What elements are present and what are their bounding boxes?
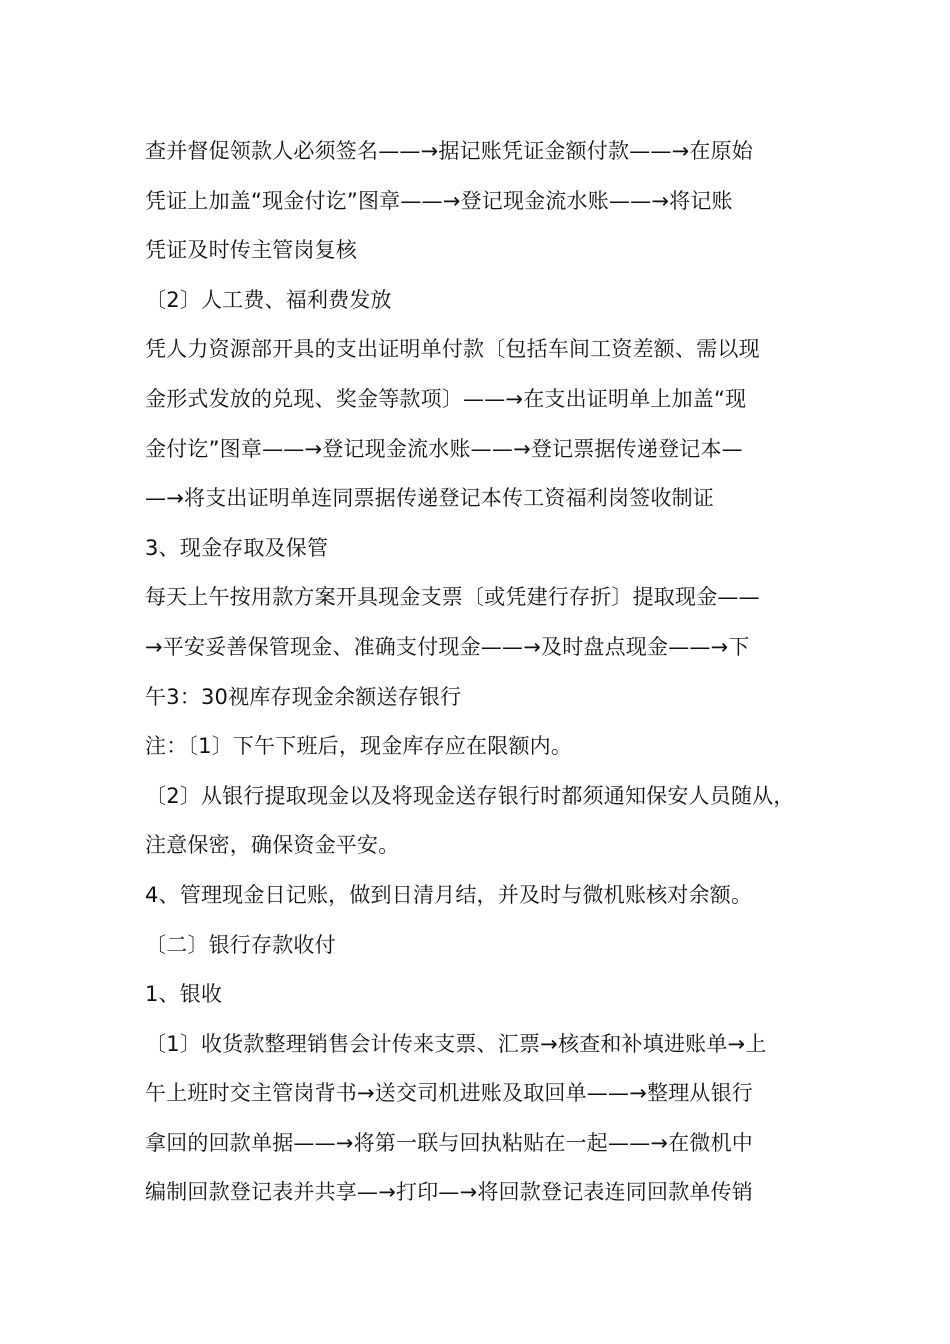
text-line-10: 每天上午按用款方案开具现金支票〔或凭建行存折〕提取现金—— <box>145 585 760 610</box>
text-line-12: 午3：30视库存现金余额送存银行 <box>145 684 462 709</box>
text-line-6: 金形式发放的兑现、奖金等款项〕——→在支出证明单上加盖“现 <box>145 386 747 411</box>
text-line-19: 〔1〕收货款整理销售会计传来支票、汇票→核查和补填进账单→上 <box>145 1031 767 1056</box>
section-heading-bank-deposit: 〔二〕银行存款收付 <box>145 932 336 957</box>
text-line-11: →平安妥善保管现金、准确支付现金——→及时盘点现金——→下 <box>145 634 750 659</box>
note-line-3: 注意保密，确保资金平安。 <box>145 833 400 858</box>
section-heading-labor-welfare: 〔2〕人工费、福利费发放 <box>145 287 392 312</box>
section-heading-cash-storage: 3、现金存取及保管 <box>145 535 329 560</box>
text-line-20: 午上班时交主管岗背书→送交司机进账及取回单——→整理从银行 <box>145 1081 753 1106</box>
note-line-2: 〔2〕从银行提取现金以及将现金送存银行时都须通知保安人员随从， <box>145 783 795 808</box>
section-heading-cash-journal: 4、管理现金日记账，做到日清月结，并及时与微机账核对余额。 <box>145 882 753 907</box>
text-line-8: —→将支出证明单连同票据传递登记本传工资福利岗签收制证 <box>145 486 714 511</box>
text-line-3: 凭证及时传主管岗复核 <box>145 238 357 263</box>
note-line-1: 注：〔1〕下午下班后，现金库存应在限额内。 <box>145 734 573 759</box>
text-line-1: 查并督促领款人必须签名——→据记账凭证金额付款——→在原始 <box>145 139 753 163</box>
section-heading-bank-receipt: 1、银收 <box>145 982 223 1007</box>
text-line-2: 凭证上加盖“现金付讫”图章——→登记现金流水账——→将记账 <box>145 188 733 213</box>
text-line-7: 金付讫”图章——→登记现金流水账——→登记票据传递登记本— <box>145 436 743 461</box>
document-body <box>145 127 835 1218</box>
text-line-21: 拿回的回款单据——→将第一联与回执粘贴在一起——→在微机中 <box>145 1130 753 1155</box>
text-line-5: 凭人力资源部开具的支出证明单付款〔包括车间工资差额、需以现 <box>145 337 760 362</box>
text-line-22: 编制回款登记表并共享—→打印—→将回款登记表连同回款单传销 <box>145 1180 753 1205</box>
